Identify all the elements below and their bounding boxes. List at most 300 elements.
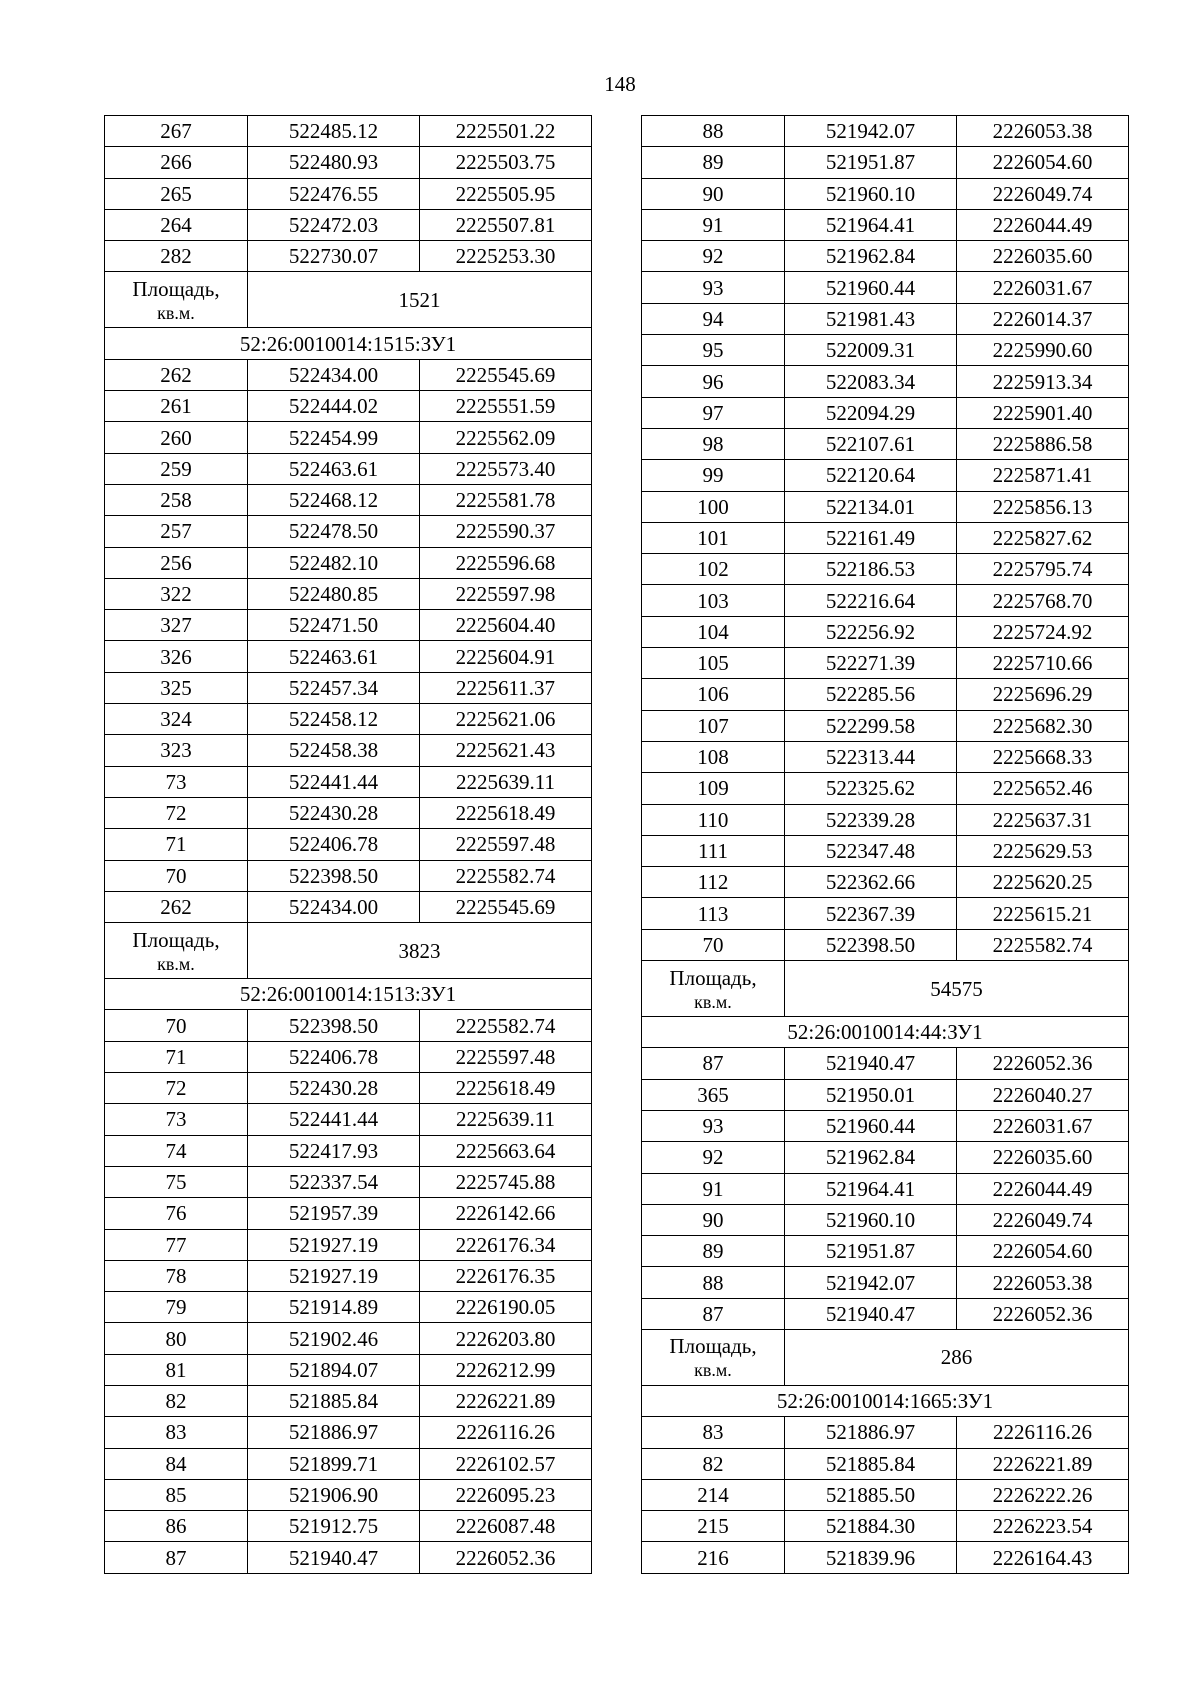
table-row <box>105 1511 592 1542</box>
point-number-cell: 102 <box>642 554 785 585</box>
coordinate-y-cell: 2225901.40 <box>957 397 1129 428</box>
coordinate-x-cell: 522406.78 <box>248 829 420 860</box>
coordinate-y-cell: 2226116.26 <box>420 1417 592 1448</box>
coordinate-x-cell: 522730.07 <box>248 241 420 272</box>
coordinate-x-cell: 521912.75 <box>248 1511 420 1542</box>
area-label <box>642 1329 785 1385</box>
coordinate-x-cell: 521940.47 <box>785 1298 957 1329</box>
point-number-cell: 75 <box>105 1166 248 1197</box>
table-row <box>642 209 1129 240</box>
table-row <box>105 422 592 453</box>
coordinate-y-cell: 2225637.31 <box>957 804 1129 835</box>
coordinate-y-cell: 2225696.29 <box>957 679 1129 710</box>
coordinate-x-cell: 522398.50 <box>785 929 957 960</box>
area-row <box>105 272 592 328</box>
parcel-cadastral-number: 52:26:0010014:1515:ЗУ1 <box>105 328 592 359</box>
point-number-cell: 71 <box>105 829 248 860</box>
point-number-cell: 261 <box>105 391 248 422</box>
coordinate-y-cell: 2225913.34 <box>957 366 1129 397</box>
table-row <box>642 1110 1129 1141</box>
coordinate-x-cell: 522362.66 <box>785 867 957 898</box>
coordinate-x-cell: 522161.49 <box>785 522 957 553</box>
coordinate-x-cell: 522471.50 <box>248 610 420 641</box>
coordinate-y-cell: 2225615.21 <box>957 898 1129 929</box>
table-row <box>105 1323 592 1354</box>
coordinate-y-cell: 2225551.59 <box>420 391 592 422</box>
coordinate-y-cell: 2226054.60 <box>957 147 1129 178</box>
coordinate-y-cell: 2226031.67 <box>957 272 1129 303</box>
table-row <box>642 522 1129 553</box>
table-row <box>642 929 1129 960</box>
coordinate-x-cell: 522186.53 <box>785 554 957 585</box>
coordinate-x-cell: 522441.44 <box>248 1104 420 1135</box>
point-number-cell: 267 <box>105 116 248 147</box>
coordinate-x-cell: 522434.00 <box>248 891 420 922</box>
table-row <box>105 241 592 272</box>
coordinate-y-cell: 2226223.54 <box>957 1511 1129 1542</box>
point-number-cell: 79 <box>105 1292 248 1323</box>
point-number-cell: 216 <box>642 1542 785 1573</box>
table-row <box>105 610 592 641</box>
coordinate-x-cell: 522430.28 <box>248 1073 420 1104</box>
coordinate-y-cell: 2226176.35 <box>420 1260 592 1291</box>
table-row <box>642 710 1129 741</box>
coordinate-y-cell: 2225621.06 <box>420 704 592 735</box>
coordinate-y-cell: 2225507.81 <box>420 209 592 240</box>
table-row <box>642 1204 1129 1235</box>
coordinate-y-cell: 2225611.37 <box>420 672 592 703</box>
coordinate-x-cell: 521960.10 <box>785 178 957 209</box>
coordinate-x-cell: 522325.62 <box>785 773 957 804</box>
coordinate-y-cell: 2225618.49 <box>420 797 592 828</box>
table-row <box>642 1142 1129 1173</box>
table-row <box>105 672 592 703</box>
coordinate-y-cell: 2226142.66 <box>420 1198 592 1229</box>
coordinate-x-cell: 521960.44 <box>785 272 957 303</box>
area-label-line1: Площадь, <box>132 276 220 301</box>
point-number-cell: 95 <box>642 335 785 366</box>
point-number-cell: 365 <box>642 1079 785 1110</box>
point-number-cell: 72 <box>105 1073 248 1104</box>
coordinate-y-cell: 2225639.11 <box>420 1104 592 1135</box>
coordinate-y-cell: 2225620.25 <box>957 867 1129 898</box>
table-row <box>105 1104 592 1135</box>
point-number-cell: 107 <box>642 710 785 741</box>
coordinate-y-cell: 2225663.64 <box>420 1135 592 1166</box>
coordinate-x-cell: 522468.12 <box>248 484 420 515</box>
coordinate-x-cell: 522083.34 <box>785 366 957 397</box>
coordinate-x-cell: 521951.87 <box>785 1236 957 1267</box>
table-row <box>642 116 1129 147</box>
coordinate-y-cell: 2226087.48 <box>420 1511 592 1542</box>
table-row <box>105 1479 592 1510</box>
coordinate-y-cell: 2226053.38 <box>957 1267 1129 1298</box>
parcel-header-row <box>105 979 592 1010</box>
coordinate-x-cell: 521885.84 <box>248 1385 420 1416</box>
table-row <box>105 641 592 672</box>
parcel-cadastral-number: 52:26:0010014:1513:ЗУ1 <box>105 979 592 1010</box>
area-label <box>105 272 248 328</box>
coordinate-y-cell: 2225682.30 <box>957 710 1129 741</box>
coordinate-x-cell: 522009.31 <box>785 335 957 366</box>
coordinate-y-cell: 2226040.27 <box>957 1079 1129 1110</box>
coordinate-x-cell: 522398.50 <box>248 1010 420 1041</box>
coordinate-y-cell: 2225856.13 <box>957 491 1129 522</box>
coordinate-y-cell: 2225990.60 <box>957 335 1129 366</box>
coordinate-x-cell: 522417.93 <box>248 1135 420 1166</box>
coordinate-x-cell: 521886.97 <box>248 1417 420 1448</box>
table-row <box>642 1298 1129 1329</box>
coordinate-x-cell: 522347.48 <box>785 835 957 866</box>
table-row <box>105 860 592 891</box>
coordinate-x-cell: 521906.90 <box>248 1479 420 1510</box>
coordinate-y-cell: 2225795.74 <box>957 554 1129 585</box>
area-label-line1: Площадь, <box>669 965 757 990</box>
point-number-cell: 264 <box>105 209 248 240</box>
point-number-cell: 93 <box>642 1110 785 1141</box>
coordinate-x-cell: 522441.44 <box>248 766 420 797</box>
coordinate-y-cell: 2225745.88 <box>420 1166 592 1197</box>
table-row <box>642 1542 1129 1573</box>
table-row <box>642 428 1129 459</box>
point-number-cell: 322 <box>105 578 248 609</box>
point-number-cell: 109 <box>642 773 785 804</box>
coordinate-x-cell: 522299.58 <box>785 710 957 741</box>
coordinate-y-cell: 2226035.60 <box>957 1142 1129 1173</box>
coordinate-y-cell: 2225581.78 <box>420 484 592 515</box>
table-row <box>642 1417 1129 1448</box>
coordinate-x-cell: 521951.87 <box>785 147 957 178</box>
point-number-cell: 262 <box>105 359 248 390</box>
table-row <box>105 547 592 578</box>
coordinate-y-cell: 2225253.30 <box>420 241 592 272</box>
table-row <box>105 516 592 547</box>
point-number-cell: 70 <box>105 1010 248 1041</box>
point-number-cell: 73 <box>105 1104 248 1135</box>
coordinate-y-cell: 2226044.49 <box>957 1173 1129 1204</box>
coordinate-y-cell: 2226164.43 <box>957 1542 1129 1573</box>
point-number-cell: 77 <box>105 1229 248 1260</box>
coordinate-y-cell: 2225639.11 <box>420 766 592 797</box>
point-number-cell: 214 <box>642 1479 785 1510</box>
coordinate-x-cell: 522398.50 <box>248 860 420 891</box>
table-row <box>105 1135 592 1166</box>
point-number-cell: 258 <box>105 484 248 515</box>
table-row <box>105 1417 592 1448</box>
table-row <box>642 1479 1129 1510</box>
coordinate-x-cell: 521964.41 <box>785 1173 957 1204</box>
coordinate-x-cell: 522313.44 <box>785 741 957 772</box>
area-value: 1521 <box>248 272 592 328</box>
coordinate-x-cell: 522120.64 <box>785 460 957 491</box>
table-row <box>642 460 1129 491</box>
coordinate-x-cell: 521962.84 <box>785 241 957 272</box>
table-row <box>105 484 592 515</box>
point-number-cell: 91 <box>642 209 785 240</box>
point-number-cell: 266 <box>105 147 248 178</box>
table-row <box>105 829 592 860</box>
point-number-cell: 78 <box>105 1260 248 1291</box>
point-number-cell: 80 <box>105 1323 248 1354</box>
coordinate-y-cell: 2226095.23 <box>420 1479 592 1510</box>
coordinate-y-cell: 2225597.98 <box>420 578 592 609</box>
area-label-line2: кв.м. <box>157 953 195 974</box>
coordinate-y-cell: 2226044.49 <box>957 209 1129 240</box>
coordinates-table-left <box>104 115 592 1574</box>
table-row <box>105 1354 592 1385</box>
point-number-cell: 96 <box>642 366 785 397</box>
coordinate-x-cell: 521914.89 <box>248 1292 420 1323</box>
coordinate-y-cell: 2225503.75 <box>420 147 592 178</box>
coordinate-x-cell: 522271.39 <box>785 648 957 679</box>
coordinate-x-cell: 522458.38 <box>248 735 420 766</box>
coordinate-y-cell: 2225618.49 <box>420 1073 592 1104</box>
area-label-line2: кв.м. <box>694 1360 732 1381</box>
area-label <box>642 961 785 1017</box>
coordinates-table-right <box>641 115 1129 1574</box>
point-number-cell: 82 <box>105 1385 248 1416</box>
point-number-cell: 82 <box>642 1448 785 1479</box>
coordinate-y-cell: 2225886.58 <box>957 428 1129 459</box>
coordinate-x-cell: 522458.12 <box>248 704 420 735</box>
point-number-cell: 74 <box>105 1135 248 1166</box>
coordinate-y-cell: 2226102.57 <box>420 1448 592 1479</box>
table-row <box>105 704 592 735</box>
table-row <box>105 1448 592 1479</box>
coordinate-x-cell: 522285.56 <box>785 679 957 710</box>
coordinate-y-cell: 2226052.36 <box>420 1542 592 1573</box>
point-number-cell: 325 <box>105 672 248 703</box>
point-number-cell: 88 <box>642 1267 785 1298</box>
coordinate-x-cell: 522107.61 <box>785 428 957 459</box>
point-number-cell: 257 <box>105 516 248 547</box>
coordinate-y-cell: 2225545.69 <box>420 891 592 922</box>
coordinate-y-cell: 2225629.53 <box>957 835 1129 866</box>
coordinate-y-cell: 2226203.80 <box>420 1323 592 1354</box>
coordinate-x-cell: 521942.07 <box>785 116 957 147</box>
table-row <box>642 178 1129 209</box>
coordinate-y-cell: 2226052.36 <box>957 1298 1129 1329</box>
table-row <box>105 1292 592 1323</box>
point-number-cell: 99 <box>642 460 785 491</box>
table-row <box>105 891 592 922</box>
point-number-cell: 265 <box>105 178 248 209</box>
coordinate-x-cell: 521899.71 <box>248 1448 420 1479</box>
coordinate-x-cell: 522406.78 <box>248 1041 420 1072</box>
table-row <box>642 898 1129 929</box>
table-row <box>642 366 1129 397</box>
point-number-cell: 92 <box>642 1142 785 1173</box>
area-label <box>105 923 248 979</box>
point-number-cell: 111 <box>642 835 785 866</box>
area-value: 54575 <box>785 961 1129 1017</box>
table-row <box>105 1166 592 1197</box>
point-number-cell: 90 <box>642 178 785 209</box>
coordinate-x-cell: 522463.61 <box>248 453 420 484</box>
coordinate-y-cell: 2226035.60 <box>957 241 1129 272</box>
coordinate-y-cell: 2226116.26 <box>957 1417 1129 1448</box>
coordinate-y-cell: 2226031.67 <box>957 1110 1129 1141</box>
coordinate-x-cell: 521962.84 <box>785 1142 957 1173</box>
table-row <box>642 867 1129 898</box>
coordinate-y-cell: 2226014.37 <box>957 303 1129 334</box>
point-number-cell: 84 <box>105 1448 248 1479</box>
coordinate-x-cell: 521902.46 <box>248 1323 420 1354</box>
point-number-cell: 87 <box>642 1048 785 1079</box>
coordinate-y-cell: 2225668.33 <box>957 741 1129 772</box>
table-row <box>642 335 1129 366</box>
table-row <box>642 147 1129 178</box>
coordinate-y-cell: 2225501.22 <box>420 116 592 147</box>
parcel-header-row <box>642 1385 1129 1416</box>
coordinate-y-cell: 2225652.46 <box>957 773 1129 804</box>
coordinate-x-cell: 521964.41 <box>785 209 957 240</box>
coordinate-x-cell: 522480.85 <box>248 578 420 609</box>
point-number-cell: 110 <box>642 804 785 835</box>
coordinate-y-cell: 2225590.37 <box>420 516 592 547</box>
coordinate-y-cell: 2226222.26 <box>957 1479 1129 1510</box>
area-value: 3823 <box>248 923 592 979</box>
table-row <box>105 1010 592 1041</box>
point-number-cell: 89 <box>642 147 785 178</box>
coordinate-y-cell: 2225505.95 <box>420 178 592 209</box>
coordinate-x-cell: 521894.07 <box>248 1354 420 1385</box>
coordinate-y-cell: 2225596.68 <box>420 547 592 578</box>
coordinate-x-cell: 521940.47 <box>785 1048 957 1079</box>
area-row <box>642 961 1129 1017</box>
area-label-line1: Площадь, <box>669 1334 757 1359</box>
coordinate-y-cell: 2226176.34 <box>420 1229 592 1260</box>
coordinate-x-cell: 522457.34 <box>248 672 420 703</box>
point-number-cell: 324 <box>105 704 248 735</box>
table-row <box>105 1260 592 1291</box>
point-number-cell: 113 <box>642 898 785 929</box>
table-row <box>642 241 1129 272</box>
table-row <box>642 1173 1129 1204</box>
parcel-cadastral-number: 52:26:0010014:44:ЗУ1 <box>642 1017 1129 1048</box>
coordinate-y-cell: 2225621.43 <box>420 735 592 766</box>
table-row <box>642 741 1129 772</box>
table-row <box>105 178 592 209</box>
table-row <box>642 1448 1129 1479</box>
coordinate-x-cell: 522430.28 <box>248 797 420 828</box>
table-row <box>642 397 1129 428</box>
table-row <box>642 1511 1129 1542</box>
coordinate-x-cell: 522463.61 <box>248 641 420 672</box>
point-number-cell: 105 <box>642 648 785 679</box>
coordinate-x-cell: 522094.29 <box>785 397 957 428</box>
table-row <box>642 1079 1129 1110</box>
table-row <box>642 491 1129 522</box>
coordinate-x-cell: 522454.99 <box>248 422 420 453</box>
coordinate-x-cell: 522434.00 <box>248 359 420 390</box>
coordinate-y-cell: 2226212.99 <box>420 1354 592 1385</box>
point-number-cell: 323 <box>105 735 248 766</box>
coordinate-y-cell: 2225582.74 <box>957 929 1129 960</box>
table-row <box>105 209 592 240</box>
table-row <box>642 648 1129 679</box>
coordinate-y-cell: 2225827.62 <box>957 522 1129 553</box>
table-row <box>105 578 592 609</box>
coordinate-y-cell: 2225768.70 <box>957 585 1129 616</box>
table-row <box>642 616 1129 647</box>
coordinate-y-cell: 2225597.48 <box>420 829 592 860</box>
table-row <box>642 303 1129 334</box>
table-row <box>105 1198 592 1229</box>
point-number-cell: 98 <box>642 428 785 459</box>
table-row <box>642 835 1129 866</box>
table-row <box>105 797 592 828</box>
table-row <box>105 391 592 422</box>
coordinate-x-cell: 522444.02 <box>248 391 420 422</box>
point-number-cell: 90 <box>642 1204 785 1235</box>
point-number-cell: 70 <box>105 860 248 891</box>
point-number-cell: 88 <box>642 116 785 147</box>
area-row <box>642 1329 1129 1385</box>
point-number-cell: 260 <box>105 422 248 453</box>
coordinate-x-cell: 521885.84 <box>785 1448 957 1479</box>
coordinate-x-cell: 522256.92 <box>785 616 957 647</box>
parcel-header-row <box>642 1017 1129 1048</box>
coordinate-x-cell: 521927.19 <box>248 1229 420 1260</box>
coordinate-x-cell: 522482.10 <box>248 547 420 578</box>
coordinate-y-cell: 2226054.60 <box>957 1236 1129 1267</box>
coordinate-x-cell: 521960.10 <box>785 1204 957 1235</box>
coordinate-x-cell: 521942.07 <box>785 1267 957 1298</box>
table-row <box>642 1267 1129 1298</box>
page-number: 148 <box>604 72 636 96</box>
coordinate-y-cell: 2225582.74 <box>420 1010 592 1041</box>
table-row <box>642 554 1129 585</box>
coordinate-x-cell: 522472.03 <box>248 209 420 240</box>
table-row <box>642 585 1129 616</box>
table-row <box>105 147 592 178</box>
parcel-cadastral-number: 52:26:0010014:1665:ЗУ1 <box>642 1385 1129 1416</box>
coordinate-x-cell: 521957.39 <box>248 1198 420 1229</box>
coordinate-x-cell: 521940.47 <box>248 1542 420 1573</box>
table-row <box>642 1048 1129 1079</box>
coordinate-y-cell: 2225724.92 <box>957 616 1129 647</box>
table-row <box>642 773 1129 804</box>
coordinate-y-cell: 2226052.36 <box>957 1048 1129 1079</box>
point-number-cell: 112 <box>642 867 785 898</box>
coordinate-y-cell: 2225582.74 <box>420 860 592 891</box>
coordinate-y-cell: 2225604.40 <box>420 610 592 641</box>
point-number-cell: 104 <box>642 616 785 647</box>
coordinate-x-cell: 522485.12 <box>248 116 420 147</box>
coordinate-y-cell: 2225710.66 <box>957 648 1129 679</box>
coordinate-y-cell: 2226221.89 <box>957 1448 1129 1479</box>
coordinate-x-cell: 521886.97 <box>785 1417 957 1448</box>
coordinate-x-cell: 522367.39 <box>785 898 957 929</box>
point-number-cell: 83 <box>105 1417 248 1448</box>
table-row <box>105 116 592 147</box>
coordinate-x-cell: 522476.55 <box>248 178 420 209</box>
coordinate-x-cell: 521960.44 <box>785 1110 957 1141</box>
point-number-cell: 100 <box>642 491 785 522</box>
point-number-cell: 86 <box>105 1511 248 1542</box>
point-number-cell: 262 <box>105 891 248 922</box>
point-number-cell: 103 <box>642 585 785 616</box>
point-number-cell: 92 <box>642 241 785 272</box>
area-label-line2: кв.м. <box>157 302 195 323</box>
table-row <box>105 1041 592 1072</box>
point-number-cell: 101 <box>642 522 785 553</box>
point-number-cell: 259 <box>105 453 248 484</box>
point-number-cell: 71 <box>105 1041 248 1072</box>
coordinate-y-cell: 2225573.40 <box>420 453 592 484</box>
coordinate-y-cell: 2225604.91 <box>420 641 592 672</box>
